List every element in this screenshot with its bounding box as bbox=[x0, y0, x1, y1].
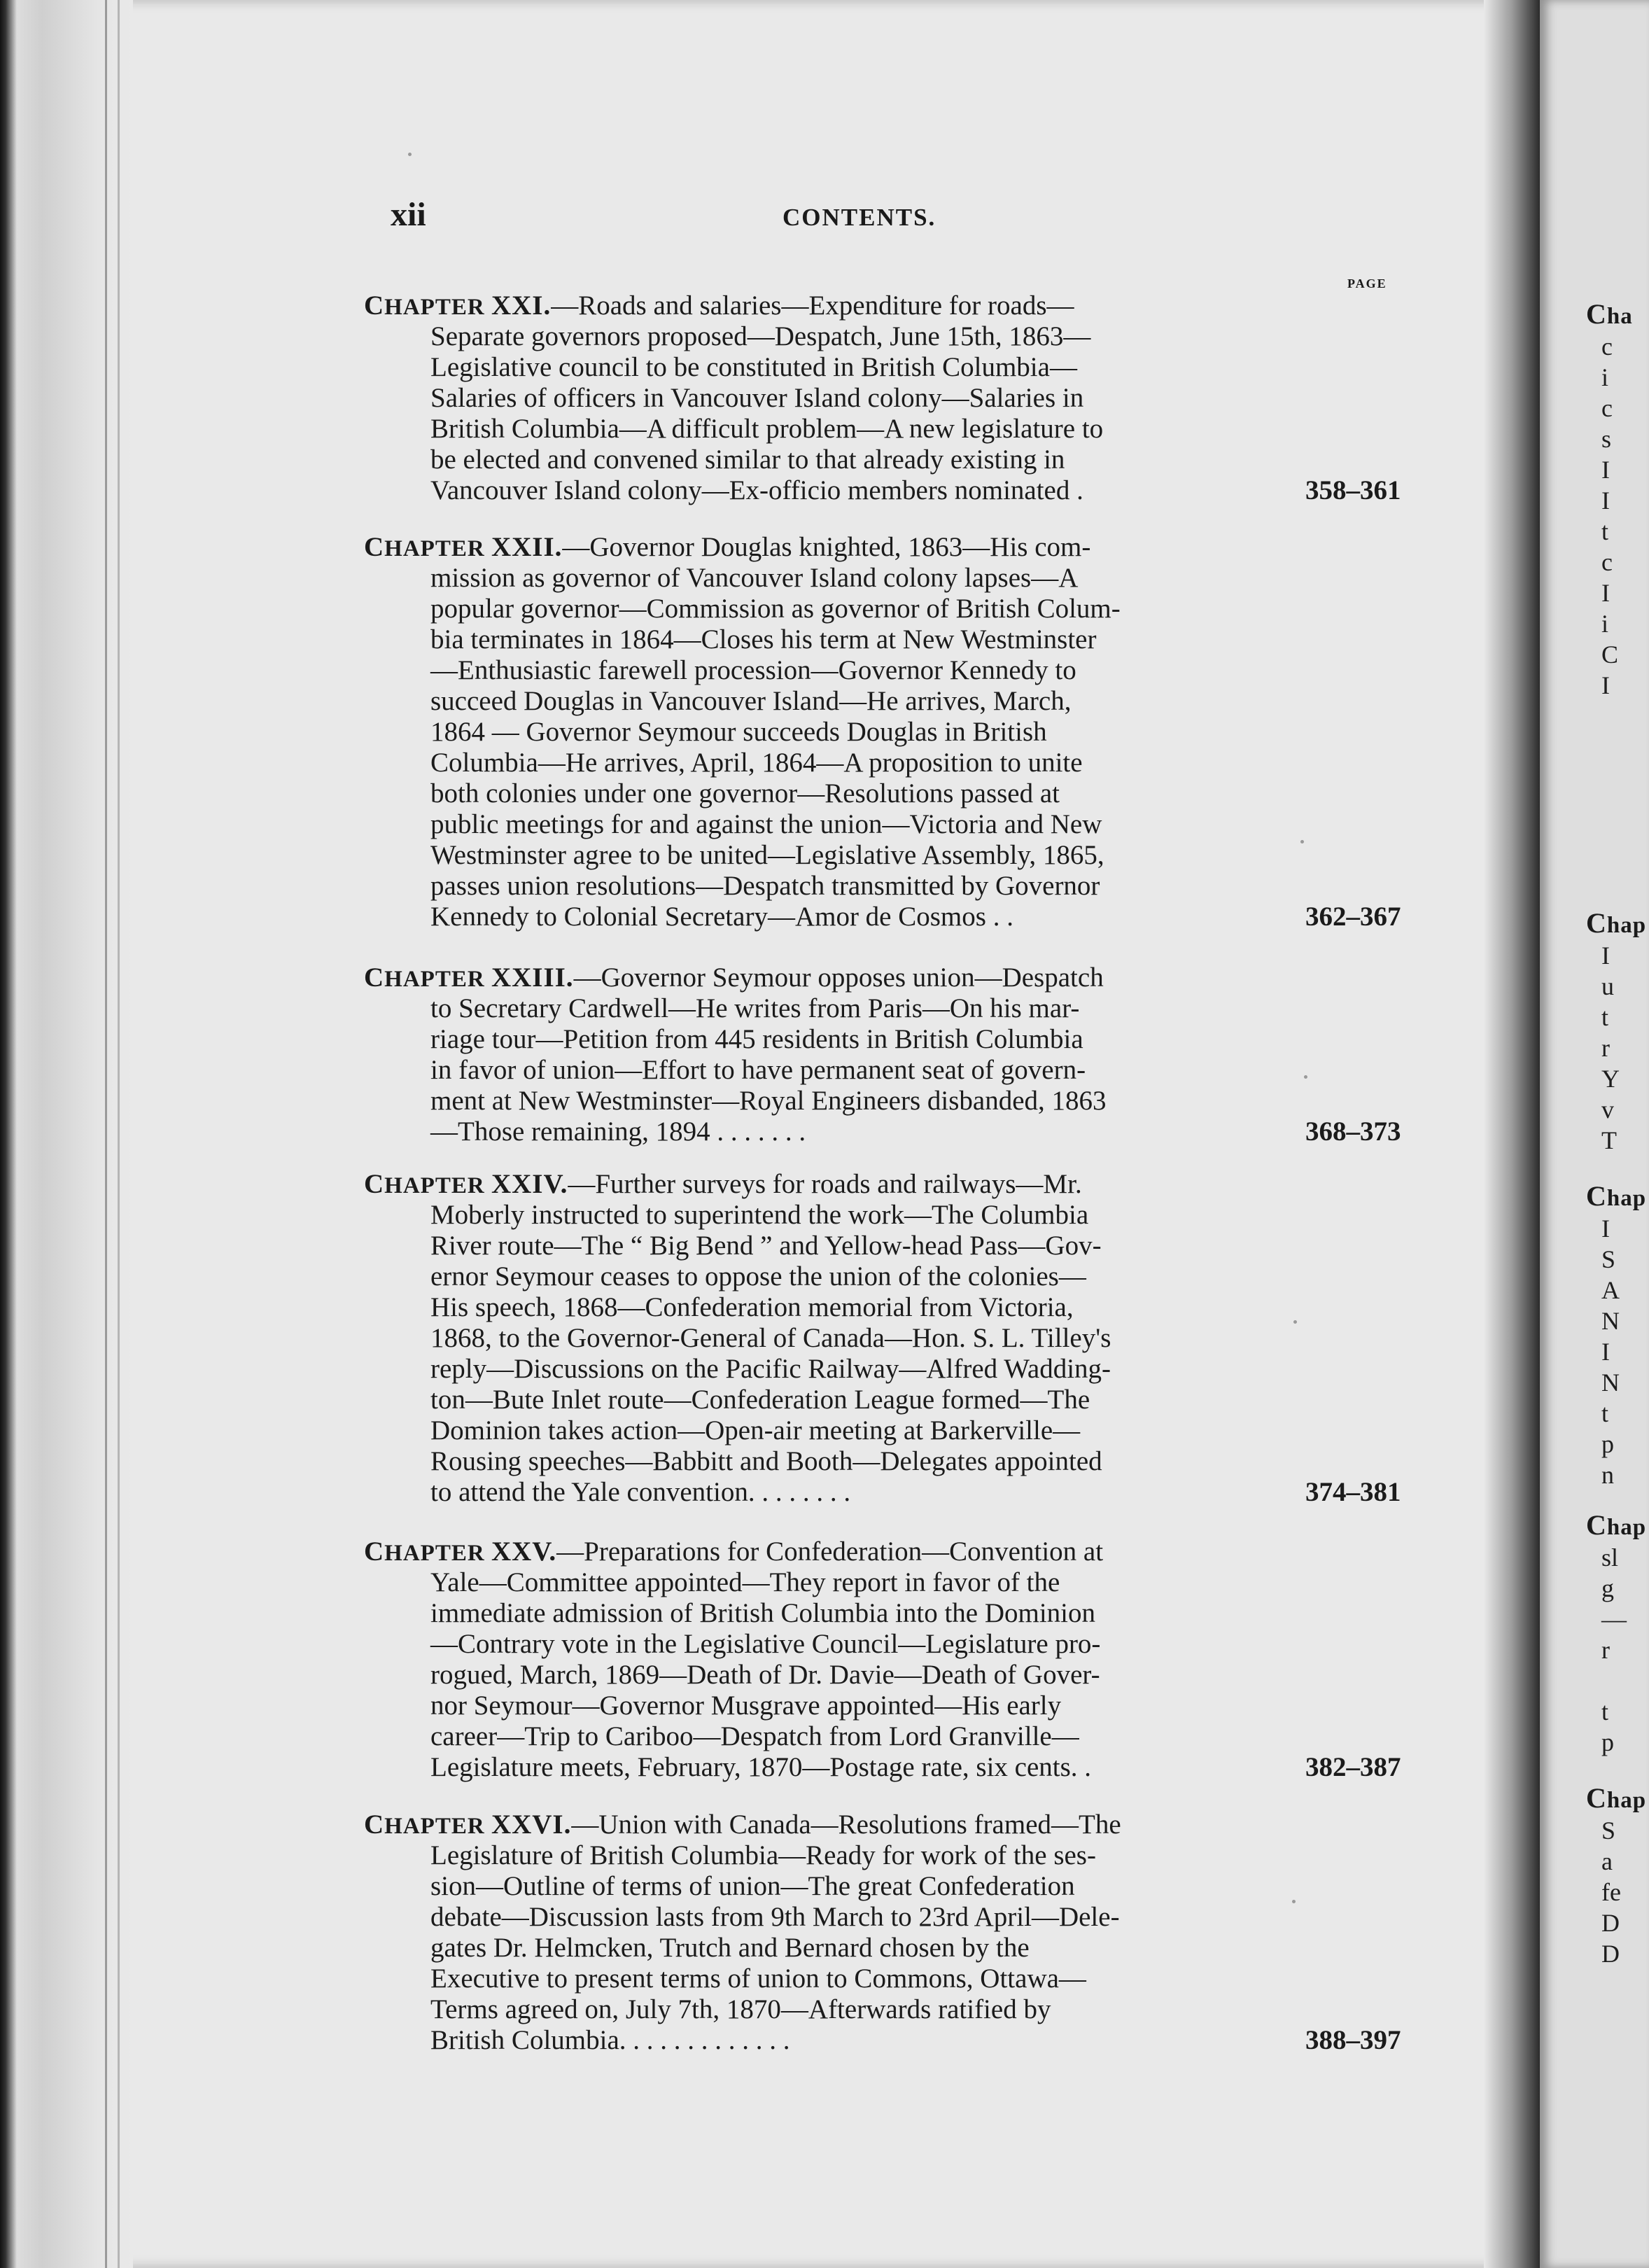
toc-entry-line bbox=[430, 2025, 1298, 2056]
toc-entry-line bbox=[430, 1415, 1298, 1446]
toc-entry-text: public meetings for and against the union—Victoria and New bbox=[430, 809, 1102, 839]
toc-entry-line bbox=[430, 352, 1298, 383]
toc-entry-line bbox=[364, 962, 1298, 995]
facing-text-fragment: I bbox=[1601, 456, 1610, 484]
facing-chapter-label: Chap bbox=[1586, 1782, 1647, 1814]
paper-speck bbox=[1293, 1320, 1297, 1324]
facing-page bbox=[1540, 0, 1649, 2268]
toc-entry-text: Kennedy to Colonial Secretary—Amor de Cosmos . . bbox=[430, 902, 1013, 932]
toc-entry-text: nor Seymour—Governor Musgrave appointed—His early bbox=[430, 1690, 1062, 1721]
toc-entry-text: British Columbia—A difficult problem—A new legislature to bbox=[430, 414, 1104, 444]
running-title: CONTENTS. bbox=[783, 204, 936, 231]
facing-chapter-label: Chap bbox=[1586, 1180, 1647, 1212]
facing-text-fragment: t bbox=[1601, 517, 1609, 545]
toc-entry-line bbox=[430, 1354, 1298, 1385]
toc-entry-line bbox=[364, 1809, 1298, 1842]
toc-entry-text: debate—Discussion lasts from 9th March to 23rd April—Dele- bbox=[430, 1902, 1120, 1932]
facing-text-fragment: I bbox=[1601, 579, 1610, 607]
facing-text-fragment: — bbox=[1601, 1605, 1627, 1633]
paper-speck bbox=[1292, 1900, 1296, 1903]
facing-text-fragment: Y bbox=[1601, 1065, 1620, 1093]
toc-entry-line bbox=[430, 1567, 1298, 1598]
toc-entry-text: passes union resolutions—Despatch transmitted by Governor bbox=[430, 871, 1100, 901]
facing-text-fragment: S bbox=[1601, 1816, 1616, 1844]
facing-text-fragment: g bbox=[1601, 1574, 1614, 1602]
chapter-label: CHAPTER XXIV. bbox=[364, 1169, 568, 1199]
page-range: 388–397 bbox=[1305, 2025, 1401, 2055]
toc-entry-line bbox=[430, 1902, 1298, 1933]
facing-text-fragment: I bbox=[1601, 1338, 1610, 1366]
facing-text-fragment: c bbox=[1601, 548, 1613, 576]
toc-entry-text: mission as governor of Vancouver Island colony lapses—A bbox=[430, 563, 1079, 593]
toc-entry-line bbox=[430, 1024, 1298, 1055]
toc-entry-line bbox=[364, 1169, 1298, 1201]
toc-entry-text: both colonies under one governor—Resolutions passed at bbox=[430, 778, 1060, 808]
facing-text-fragment: v bbox=[1601, 1096, 1614, 1124]
facing-chapter-label: Chap bbox=[1586, 1509, 1647, 1541]
facing-text-fragment: n bbox=[1601, 1461, 1614, 1489]
facing-text-fragment: I bbox=[1601, 671, 1610, 699]
toc-entry-text: Vancouver Island colony—Ex-officio members nominated . bbox=[430, 475, 1083, 505]
toc-entry-line bbox=[430, 475, 1298, 506]
toc-entry-line bbox=[430, 809, 1298, 840]
facing-text-fragment: u bbox=[1601, 972, 1614, 1000]
toc-entry-text: Legislature of British Columbia—Ready for work of the ses- bbox=[430, 1840, 1096, 1870]
toc-entry-line bbox=[430, 1116, 1298, 1147]
toc-entry-line bbox=[430, 1477, 1298, 1508]
toc-entry-text: River route—The “ Big Bend ” and Yellow-head Pass—Gov- bbox=[430, 1231, 1102, 1261]
page-column-label: PAGE bbox=[1347, 276, 1387, 290]
toc-entry-text: Yale—Committee appointed—They report in favor of the bbox=[430, 1567, 1060, 1597]
toc-entry-text: Westminster agree to be united—Legislative Assembly, 1865, bbox=[430, 840, 1104, 870]
toc-entry-text: be elected and convened similar to that already existing in bbox=[430, 444, 1065, 475]
toc-entry-line bbox=[430, 1323, 1298, 1354]
toc-entry-text: —Enthusiastic farewell procession—Governor Kennedy to bbox=[430, 655, 1076, 685]
facing-text-fragment: D bbox=[1601, 1909, 1620, 1937]
toc-entry-text: Legislature meets, February, 1870—Postage rate, six cents. . bbox=[430, 1752, 1092, 1782]
toc-entry-line bbox=[430, 1752, 1298, 1783]
facing-text-fragment: I bbox=[1601, 486, 1610, 514]
toc-entry-text: Moberly instructed to superintend the work—The Columbia bbox=[430, 1200, 1089, 1230]
toc-entry-line bbox=[430, 1598, 1298, 1629]
toc-entry-line bbox=[430, 871, 1298, 902]
chapter-label: CHAPTER XXIII. bbox=[364, 962, 574, 993]
paper-speck bbox=[408, 153, 412, 156]
page-range: 382–387 bbox=[1305, 1752, 1401, 1782]
chapter-label: CHAPTER XXI. bbox=[364, 290, 552, 321]
toc-entry-text: in favor of union—Effort to have permanent seat of govern- bbox=[430, 1055, 1086, 1085]
toc-entry-line bbox=[430, 993, 1298, 1024]
facing-text-fragment: C bbox=[1601, 640, 1619, 668]
facing-text-fragment: sl bbox=[1601, 1544, 1619, 1572]
page-range: 374–381 bbox=[1305, 1477, 1401, 1507]
toc-entry-text: Separate governors proposed—Despatch, June 15th, 1863— bbox=[430, 321, 1091, 351]
facing-text-fragment: N bbox=[1601, 1368, 1620, 1396]
toc-entry-text: —Contrary vote in the Legislative Council—Legislature pro- bbox=[430, 1629, 1101, 1659]
toc-entry-text: —Those remaining, 1894 . . . . . . . bbox=[430, 1116, 806, 1147]
toc-entry-text: —Union with Canada—Resolutions framed—The bbox=[571, 1809, 1121, 1840]
toc-entry-text: riage tour—Petition from 445 residents in British Columbia bbox=[430, 1024, 1083, 1054]
toc-entry-line bbox=[430, 902, 1298, 932]
facing-text-fragment: I bbox=[1601, 941, 1610, 969]
toc-entry-text: ernor Seymour ceases to oppose the union of the colonies— bbox=[430, 1261, 1086, 1292]
toc-entry-line bbox=[430, 1660, 1298, 1690]
toc-entry-text: —Roads and salaries—Expenditure for roads— bbox=[551, 290, 1074, 321]
facing-text-fragment: p bbox=[1601, 1430, 1614, 1458]
facing-text-fragment: i bbox=[1601, 610, 1609, 638]
facing-text-fragment: T bbox=[1601, 1126, 1617, 1154]
page-edge-rule bbox=[118, 0, 120, 2268]
toc-entry-text: British Columbia. . . . . . . . . . . . . bbox=[430, 2025, 790, 2055]
toc-entry-line bbox=[430, 383, 1298, 414]
toc-entry-text: —Further surveys for roads and railways—Mr. bbox=[568, 1169, 1082, 1199]
toc-entry-text: His speech, 1868—Confederation memorial from Victoria, bbox=[430, 1292, 1074, 1322]
facing-text-fragment: i bbox=[1601, 363, 1609, 391]
toc-entry-line bbox=[364, 1536, 1298, 1569]
toc-entry-line bbox=[430, 1055, 1298, 1086]
toc-entry-text: sion—Outline of terms of union—The great Confederation bbox=[430, 1871, 1075, 1901]
toc-entry-line bbox=[430, 717, 1298, 748]
toc-entry-line bbox=[430, 1690, 1298, 1721]
toc-entry-text: bia terminates in 1864—Closes his term at New Westminster bbox=[430, 624, 1097, 654]
toc-entry-line bbox=[430, 1385, 1298, 1415]
toc-entry-text: —Governor Douglas knighted, 1863—His com- bbox=[562, 532, 1091, 562]
facing-text-fragment: D bbox=[1601, 1940, 1620, 1968]
facing-text-fragment: a bbox=[1601, 1847, 1613, 1875]
toc-entry-line bbox=[430, 840, 1298, 871]
toc-entry-line bbox=[430, 1933, 1298, 1963]
toc-entry-text: popular governor—Commission as governor of British Colum- bbox=[430, 594, 1121, 624]
toc-entry-text: Dominion takes action—Open-air meeting at Barkerville— bbox=[430, 1415, 1081, 1446]
facing-text-fragment: s bbox=[1601, 425, 1612, 453]
toc-entry-text: 1868, to the Governor-General of Canada—Hon. S. L. Tilley's bbox=[430, 1323, 1111, 1353]
facing-text-fragment: t bbox=[1601, 1698, 1609, 1726]
toc-entry-line bbox=[430, 321, 1298, 352]
toc-entry-line bbox=[430, 1292, 1298, 1323]
toc-entry-line bbox=[430, 1261, 1298, 1292]
toc-entry-text: reply—Discussions on the Pacific Railway—Alfred Wadding- bbox=[430, 1354, 1111, 1384]
toc-entry-text: Terms agreed on, July 7th, 1870—Afterwards ratified by bbox=[430, 1994, 1051, 2024]
facing-text-fragment: p bbox=[1601, 1728, 1614, 1756]
facing-text-fragment: r bbox=[1601, 1034, 1610, 1062]
facing-text-fragment: r bbox=[1601, 1636, 1610, 1664]
binding-edge bbox=[0, 0, 133, 2268]
chapter-label: CHAPTER XXVI. bbox=[364, 1809, 572, 1840]
toc-entry-line bbox=[430, 1840, 1298, 1871]
toc-entry-text: —Governor Seymour opposes union—Despatch bbox=[573, 962, 1104, 993]
toc-entry-line bbox=[364, 532, 1298, 564]
toc-entry-text: to attend the Yale convention. . . . . . . . bbox=[430, 1477, 851, 1507]
toc-entry-line bbox=[430, 655, 1298, 686]
page-range: 358–361 bbox=[1305, 475, 1401, 505]
facing-chapter-label: Chap bbox=[1586, 907, 1647, 939]
page-edge-rule bbox=[105, 0, 107, 2268]
toc-entry-text: immediate admission of British Columbia into the Dominion bbox=[430, 1598, 1096, 1628]
toc-entry-text: Legislative council to be constituted in British Columbia— bbox=[430, 352, 1077, 382]
toc-entry-text: ment at New Westminster—Royal Engineers disbanded, 1863 bbox=[430, 1086, 1107, 1116]
toc-entry-text: career—Trip to Cariboo—Despatch from Lord Granville— bbox=[430, 1721, 1079, 1751]
paper-speck bbox=[1300, 840, 1304, 844]
toc-entry-line bbox=[430, 1200, 1298, 1231]
page-range: 368–373 bbox=[1305, 1116, 1401, 1147]
toc-entry-line bbox=[430, 1231, 1298, 1261]
toc-entry-text: Columbia—He arrives, April, 1864—A proposition to unite bbox=[430, 748, 1083, 778]
toc-entry-line bbox=[430, 624, 1298, 655]
page-header bbox=[391, 192, 1412, 241]
toc-entry-text: ton—Bute Inlet route—Confederation League formed—The bbox=[430, 1385, 1090, 1415]
chapter-label: CHAPTER XXII. bbox=[364, 532, 563, 562]
facing-text-fragment: c bbox=[1601, 332, 1613, 360]
facing-text-fragment: fe bbox=[1601, 1878, 1621, 1906]
page-number: xii bbox=[391, 196, 426, 233]
facing-text-fragment: I bbox=[1601, 1214, 1610, 1242]
toc-entry-line bbox=[430, 748, 1298, 778]
toc-entry-text: 1864 — Governor Seymour succeeds Douglas in British bbox=[430, 717, 1047, 747]
toc-entry-line bbox=[430, 414, 1298, 444]
toc-entry-text: Executive to present terms of union to Commons, Ottawa— bbox=[430, 1963, 1086, 1994]
facing-text-fragment: S bbox=[1601, 1245, 1616, 1273]
paper-speck bbox=[1304, 1075, 1307, 1079]
toc-entry-text: gates Dr. Helmcken, Trutch and Bernard chosen by the bbox=[430, 1933, 1030, 1963]
toc-entry-line bbox=[430, 1629, 1298, 1660]
facing-text-fragment: A bbox=[1601, 1276, 1620, 1304]
toc-entry-line bbox=[430, 1963, 1298, 1994]
toc-entry-text: succeed Douglas in Vancouver Island—He arrives, March, bbox=[430, 686, 1072, 716]
facing-text-fragment: c bbox=[1601, 394, 1613, 422]
toc-entry-text: —Preparations for Confederation—Convention at bbox=[556, 1536, 1104, 1567]
toc-entry-line bbox=[430, 1721, 1298, 1752]
chapter-label: CHAPTER XXV. bbox=[364, 1536, 557, 1567]
toc-entry-text: Salaries of officers in Vancouver Island colony—Salaries in bbox=[430, 383, 1084, 413]
toc-entry-text: Rousing speeches—Babbitt and Booth—Delegates appointed bbox=[430, 1446, 1102, 1476]
toc-entry-line bbox=[430, 1446, 1298, 1477]
toc-entry-text: to Secretary Cardwell—He writes from Paris—On his mar- bbox=[430, 993, 1080, 1023]
facing-text-fragment: N bbox=[1601, 1307, 1620, 1335]
facing-text-fragment: t bbox=[1601, 1399, 1609, 1427]
toc-entry-line bbox=[430, 1994, 1298, 2025]
toc-entry-line bbox=[430, 778, 1298, 809]
toc-entry-line bbox=[430, 686, 1298, 717]
toc-entry-line bbox=[430, 594, 1298, 624]
toc-entry-line bbox=[430, 1086, 1298, 1116]
facing-chapter-label: Cha bbox=[1586, 298, 1633, 330]
toc-entry-line bbox=[364, 290, 1298, 323]
toc-entry-line bbox=[430, 444, 1298, 475]
toc-entry-line bbox=[430, 563, 1298, 594]
toc-entry-text: rogued, March, 1869—Death of Dr. Davie—Death of Gover- bbox=[430, 1660, 1100, 1690]
page-range: 362–367 bbox=[1305, 902, 1401, 932]
facing-text-fragment: t bbox=[1601, 1003, 1609, 1031]
toc-entry-line bbox=[430, 1871, 1298, 1902]
